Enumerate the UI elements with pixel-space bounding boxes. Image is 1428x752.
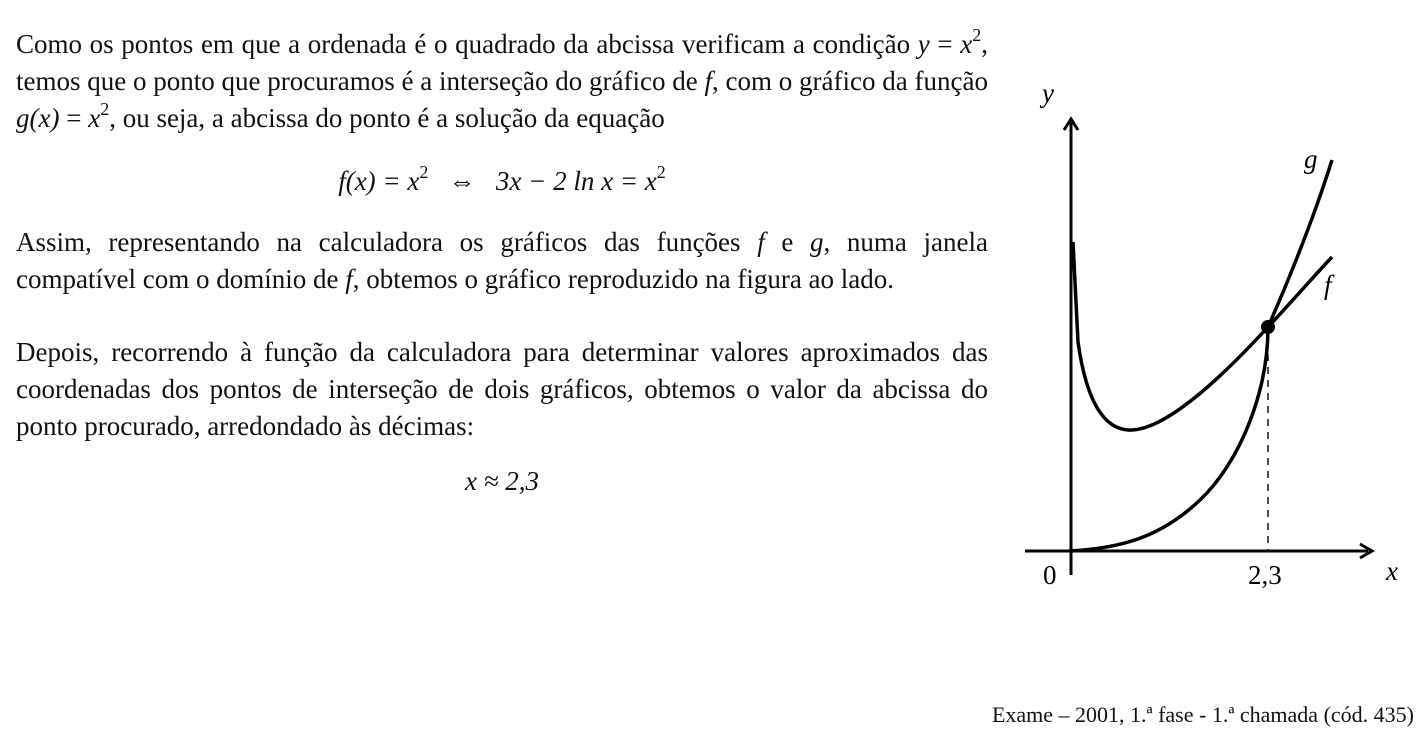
solution-text [16, 26, 988, 524]
y-axis-label: y [1042, 78, 1054, 108]
p1-text-a: Como os pontos em que a ordenada é o quadrado da abcissa verificam a condição [16, 29, 918, 59]
iff-symbol: ⇔ [448, 166, 476, 196]
x-tick-label: 2,3 [1248, 560, 1282, 590]
var-x: x [88, 103, 101, 133]
curve-g-label: g [1304, 144, 1318, 174]
p2-text-d: , obtemos o gráfico reproduzido na figura ao lado. [352, 264, 895, 294]
spacer [16, 298, 988, 334]
p2-text-a: Assim, representando na calculadora os gráficos das funções [16, 227, 758, 257]
p1-text-c: , com o gráfico da função [712, 66, 988, 96]
exponent: 2 [419, 162, 429, 182]
function-graph [1010, 70, 1410, 600]
x-axis-label: x [1386, 556, 1398, 586]
intersection-point [1261, 320, 1275, 334]
result-text: x ≈ 2,3 [464, 466, 540, 496]
var-f: f [704, 66, 713, 96]
curve-g [1071, 160, 1332, 551]
exponent: 2 [972, 25, 982, 45]
result-equation [16, 463, 988, 500]
origin-label: 0 [1043, 560, 1057, 590]
paragraph-2 [16, 224, 988, 298]
var-f: f [345, 264, 353, 294]
var-y: y [917, 29, 930, 59]
p2-text-c: , numa janela compatível com o domínio de [16, 227, 988, 294]
var-g: g [810, 227, 824, 257]
equation-lhs: f(x) = x [338, 166, 420, 196]
equals: = [59, 103, 89, 133]
equation [16, 163, 988, 200]
exponent: 2 [656, 162, 666, 182]
p1-text-e: , ou seja, a abcissa do ponto é a solução da equação [109, 103, 665, 133]
equals: = [929, 29, 961, 59]
paragraph-3: Depois, recorrendo à função da calculadora para determinar valores aproximados das coordenadas dos pontos de interseção de dois gráficos, obtemos o valor da abcissa do ponto procurado, arredondado às décimas: [16, 337, 988, 441]
exponent: 2 [100, 99, 110, 119]
expr-gx: g(x) [16, 103, 60, 133]
var-x: x [960, 29, 973, 59]
source-citation: Exame – 2001, 1.ª fase - 1.ª chamada (cód. 435) [991, 702, 1414, 727]
curve-f-label: f [1324, 270, 1332, 300]
var-f: f [757, 227, 765, 257]
p2-text-b: e [764, 227, 810, 257]
paragraph-1 [16, 26, 988, 137]
equation-rhs: 3x − 2 ln x = x [495, 166, 657, 196]
p1-text-b: , temos que o ponto que procuramos é a interseção do gráfico de [16, 29, 988, 96]
